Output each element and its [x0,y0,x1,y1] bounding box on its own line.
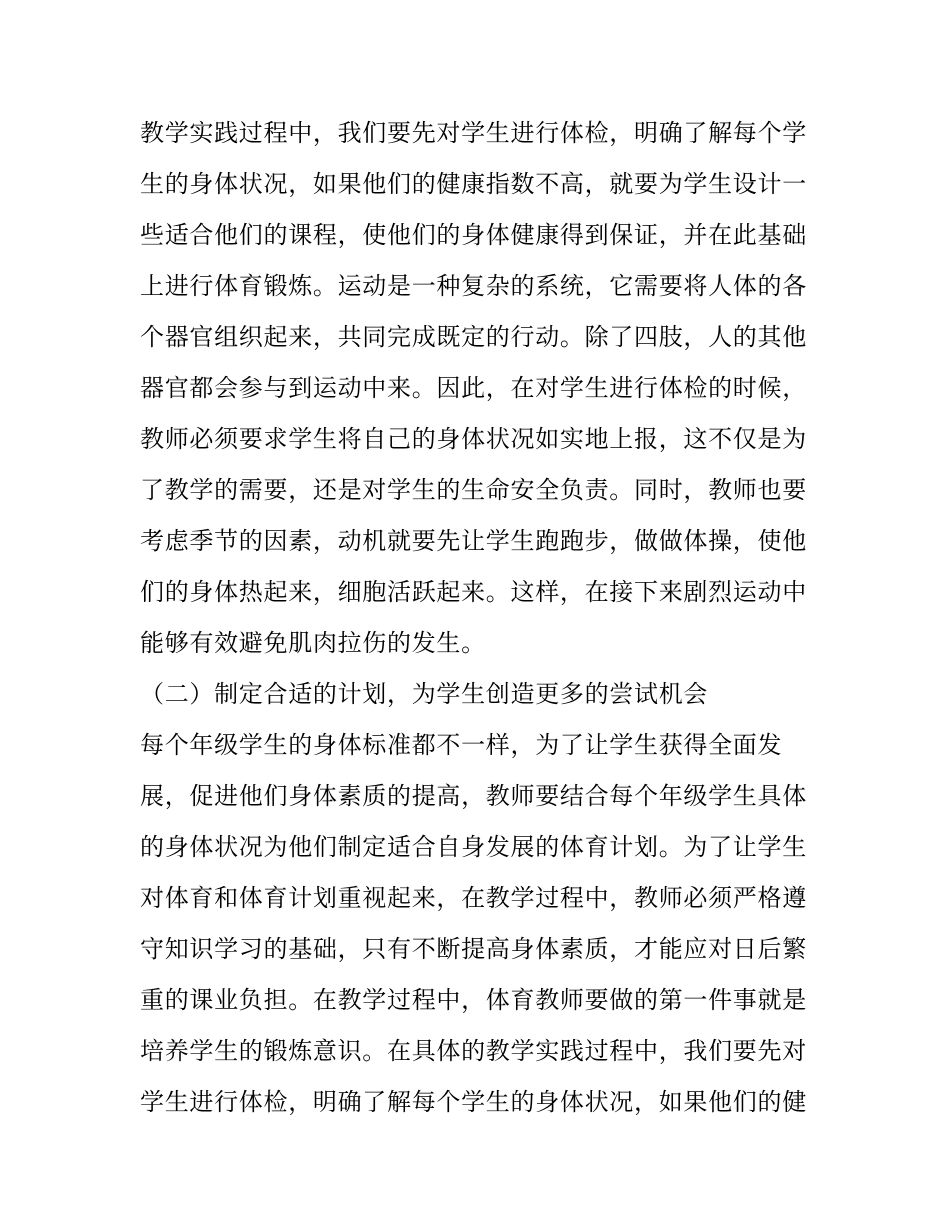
text-line: 上进行体育锻炼。运动是一种复杂的系统，它需要将人体的各 [140,272,807,300]
text-line: 培养学生的锻炼意识。在具体的教学实践过程中，我们要先对 [140,1037,807,1065]
text-line: 每个年级学生的身体标准都不一样，为了让学生获得全面发 [140,731,783,759]
text-line: 器官都会参与到运动中来。因此，在对学生进行体检的时候， [140,374,807,402]
text-line: 些适合他们的课程，使他们的身体健康得到保证，并在此基础 [140,221,807,249]
text-line: 教学实践过程中，我们要先对学生进行体检，明确了解每个学 [140,119,807,147]
text-line: 生的身体状况，如果他们的健康指数不高，就要为学生设计一 [140,170,807,198]
text-line: 了教学的需要，还是对学生的生命安全负责。同时，教师也要 [140,476,807,504]
text-line: 的身体状况为他们制定适合自身发展的体育计划。为了让学生 [140,833,807,861]
text-line: 个器官组织起来，共同完成既定的行动。除了四肢，人的其他 [140,323,807,351]
text-line: 重的课业负担。在教学过程中，体育教师要做的第一件事就是 [140,986,807,1014]
body-text [140,108,820,1128]
text-line: 考虑季节的因素，动机就要先让学生跑跑步，做做体操，使他 [140,527,807,555]
text-line: 教师必须要求学生将自己的身体状况如实地上报，这不仅是为 [140,425,807,453]
text-line: 们的身体热起来，细胞活跃起来。这样，在接下来剧烈运动中 [140,578,807,606]
section-heading: （二）制定合适的计划，为学生创造更多的尝试机会 [140,680,709,708]
text-line: 守知识学习的基础，只有不断提高身体素质，才能应对日后繁 [140,935,807,963]
text-line: 展，促进他们身体素质的提高，教师要结合每个年级学生具体 [140,782,807,810]
text-line: 对体育和体育计划重视起来，在教学过程中，教师必须严格遵 [140,884,807,912]
text-line: 能够有效避免肌肉拉伤的发生。 [140,629,486,657]
text-line: 学生进行体检，明确了解每个学生的身体状况，如果他们的健 [140,1088,807,1116]
